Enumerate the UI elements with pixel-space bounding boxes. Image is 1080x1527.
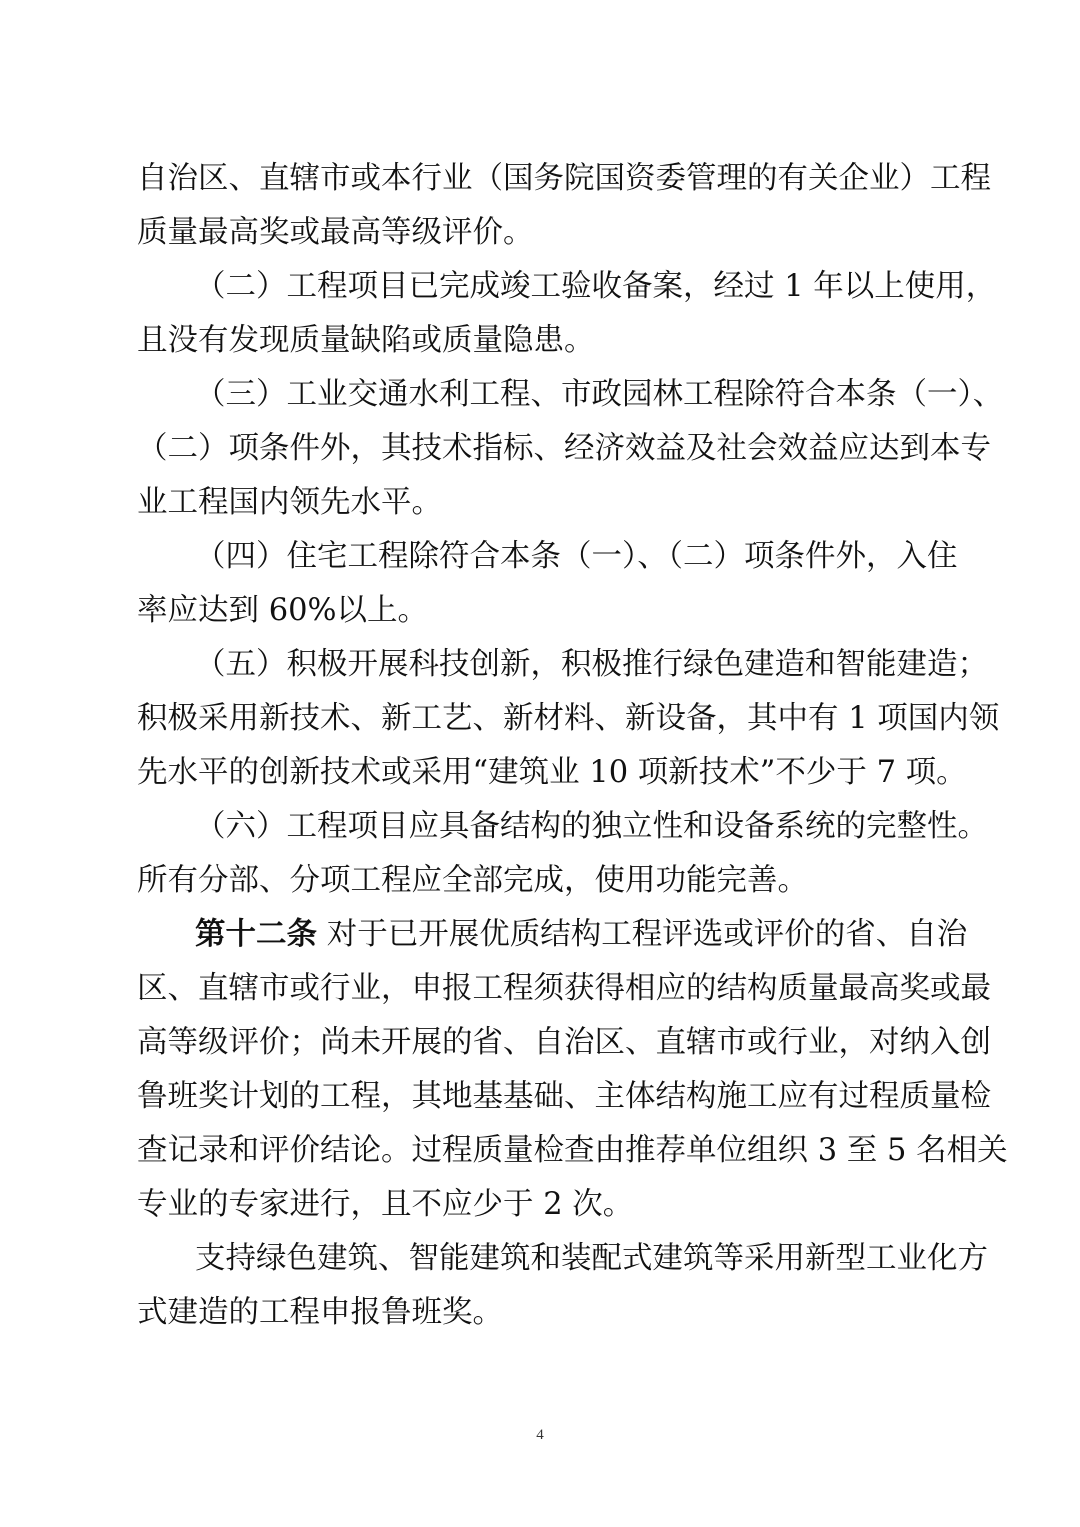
text-line: 率应达到 60%以上。 [137, 593, 428, 628]
text-line: 区、直辖市或行业，申报工程须获得相应的结构质量最高奖或最 [137, 971, 991, 1006]
text-line: 先水平的创新技术或采用“建筑业 10 项新技术”不少于 7 项。 [137, 755, 967, 790]
text-line: 专业的专家进行，且不应少于 2 次。 [137, 1187, 634, 1222]
text-line: 且没有发现质量缺陷或质量隐患。 [137, 323, 595, 358]
text-line: 所有分部、分项工程应全部完成，使用功能完善。 [137, 863, 808, 898]
page-number: 4 [536, 1427, 544, 1443]
text-line: 查记录和评价结论。过程质量检查由推荐单位组织 3 至 5 名相关 [137, 1133, 1008, 1168]
document-body [137, 152, 1008, 1340]
article-line [137, 908, 968, 962]
text-line: （二）工程项目已完成竣工验收备案，经过 1 年以上使用， [195, 269, 997, 304]
text-line: 对于已开展优质结构工程评选或评价的省、自治 [326, 917, 968, 952]
text-line: （六）工程项目应具备结构的独立性和设备系统的完整性。 [195, 809, 988, 844]
text-line: 高等级评价；尚未开展的省、自治区、直辖市或行业，对纳入创 [137, 1025, 991, 1060]
text-line: 业工程国内领先水平。 [137, 485, 442, 520]
text-line: （三）工业交通水利工程、市政园林工程除符合本条（一）、 [195, 377, 1004, 412]
text-line: 鲁班奖计划的工程，其地基基础、主体结构施工应有过程质量检 [137, 1079, 991, 1114]
text-line: 质量最高奖或最高等级评价。 [137, 215, 534, 250]
text-line: 自治区、直辖市或本行业（国务院国资委管理的有关企业）工程 [137, 161, 991, 196]
text-line: （二）项条件外，其技术指标、经济效益及社会效益应达到本专 [137, 431, 991, 466]
text-line: 积极采用新技术、新工艺、新材料、新设备，其中有 1 项国内领 [137, 701, 1000, 736]
article-heading: 第十二条 [195, 917, 317, 952]
text-line: （五）积极开展科技创新，积极推行绿色建造和智能建造； [195, 647, 988, 682]
text-line: 式建造的工程申报鲁班奖。 [137, 1295, 503, 1330]
text-line: 支持绿色建筑、智能建筑和装配式建筑等采用新型工业化方 [195, 1241, 988, 1276]
text-line: （四）住宅工程除符合本条（一）、（二）项条件外，入住 [195, 539, 958, 574]
